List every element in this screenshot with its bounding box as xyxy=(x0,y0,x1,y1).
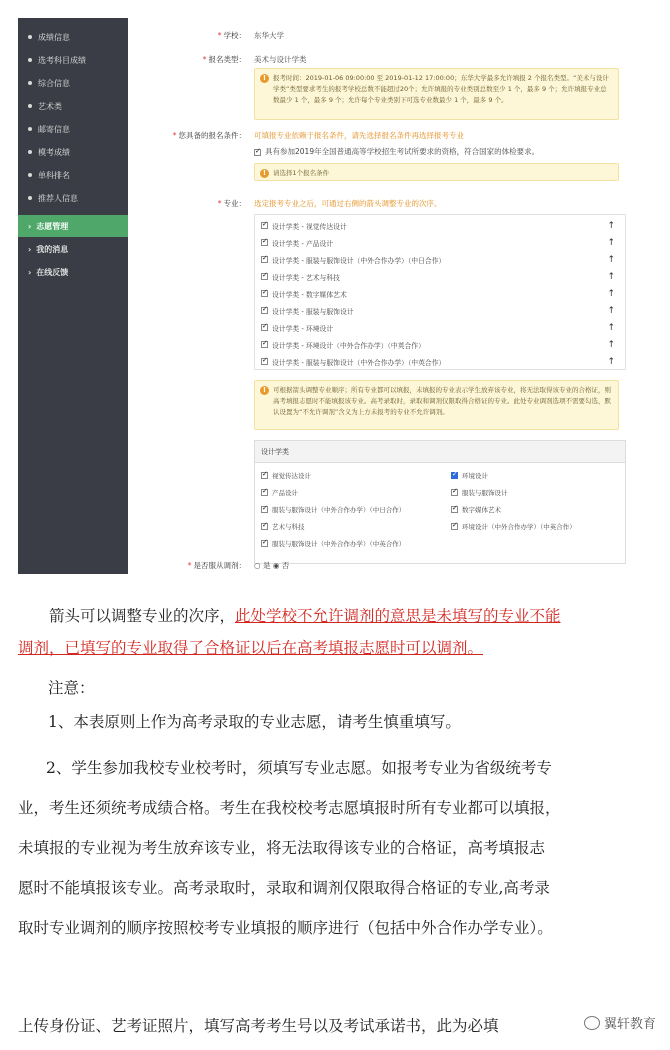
checkbox[interactable] xyxy=(261,540,268,547)
bullet-icon xyxy=(28,58,32,62)
condition-label: * 您具备的报名条件： xyxy=(172,131,246,140)
category-option[interactable]: ✓ 产品设计 xyxy=(261,488,298,497)
school-value: 东华大学 xyxy=(254,31,284,40)
radio-yes-label[interactable]: 是 xyxy=(262,561,271,570)
major-order-list xyxy=(254,214,626,370)
sidebar-item-label: 单科排名 xyxy=(38,170,70,180)
sidebar-item-label: 推荐人信息 xyxy=(38,193,78,203)
chevron-right-icon: › xyxy=(28,221,32,231)
checkbox[interactable] xyxy=(451,472,458,479)
bullet-icon xyxy=(28,127,32,131)
arrow-up-icon[interactable]: ↑ xyxy=(607,271,615,282)
info-icon: ! xyxy=(260,386,269,395)
screenshot-panel xyxy=(18,18,650,574)
radio-no-label[interactable]: 否 xyxy=(281,561,290,570)
note-title: 注意： xyxy=(48,679,95,697)
transfer-label: * 是否服从调剂： xyxy=(187,561,246,570)
checkbox[interactable] xyxy=(254,149,261,156)
sidebar-item-label: 选考科目成绩 xyxy=(38,55,86,65)
category-option[interactable]: ✓ 视觉传达设计 xyxy=(261,471,311,480)
category-title: 设计学类 xyxy=(255,441,625,463)
adjust-notice: ! 可根据箭头调整专业顺序；所有专业都可以填报，未填报的专业表示学生放弃该专业，将无法取得该专业的合格证，则高考填报志愿时不能填报该专业。高考录取时，录取和调剂仅限取得合格证的专业。此处专业调剂选项不需要勾选，默认设置为“不允许调剂”含义为上方未报考的专业不允许调剂。 xyxy=(254,380,619,430)
sidebar-group-application[interactable] xyxy=(18,215,128,237)
radio-yes-icon[interactable]: ○ xyxy=(254,561,261,570)
sidebar-item-mock-scores[interactable] xyxy=(18,141,128,163)
info-icon: ! xyxy=(260,74,269,83)
condition-hint: 可填报专业依赖于报名条件，请先选择报名条件再选择报考专业 xyxy=(254,131,464,140)
checkbox[interactable] xyxy=(261,307,268,314)
sidebar-item-elective-scores[interactable] xyxy=(18,49,128,71)
transfer-row xyxy=(136,558,650,572)
checkbox[interactable] xyxy=(261,239,268,246)
category-option[interactable]: ✓ 服装与服饰设计 xyxy=(451,488,508,497)
category-option[interactable]: ✓ 服装与服饰设计（中外合作办学）（中英合作） xyxy=(261,539,405,548)
bullet-icon xyxy=(28,150,32,154)
category-panel xyxy=(254,440,626,564)
major-row[interactable]: ✓ 设计学类 - 环境设计 ↑ xyxy=(261,319,619,336)
sidebar-item-arts[interactable] xyxy=(18,95,128,117)
type-value: 美术与设计学类 xyxy=(254,55,307,64)
checkbox[interactable] xyxy=(451,523,458,530)
sidebar-item-subject-rank[interactable] xyxy=(18,164,128,186)
watermark: 翼轩教育 xyxy=(584,1013,656,1032)
sidebar-item-general-info[interactable] xyxy=(18,72,128,94)
arrow-up-icon[interactable]: ↑ xyxy=(607,220,615,231)
category-option[interactable]: ✓ 艺术与科技 xyxy=(261,522,305,531)
paragraph-arrow-note-cont xyxy=(18,632,650,664)
major-row[interactable]: ✓ 设计学类 - 服装与服饰设计（中外合作办学）（中日合作） ↑ xyxy=(261,251,619,268)
checkbox[interactable] xyxy=(451,506,458,513)
condition-option[interactable]: ✓具有参加2019年全国普通高等学校招生考试所要求的资格，符合国家的体检要求。 xyxy=(254,146,539,157)
application-form xyxy=(136,18,650,574)
major-row[interactable]: ✓ 设计学类 - 产品设计 ↑ xyxy=(261,234,619,251)
note-item-2-line: 取时专业调剂的顺序按照校考专业填报的顺序进行（包括中外合作办学专业）。 xyxy=(18,919,553,937)
sidebar xyxy=(18,18,128,574)
category-option[interactable]: ✓ 服装与服饰设计（中外合作办学）（中日合作） xyxy=(261,505,405,514)
major-row[interactable]: ✓ 设计学类 - 视觉传达设计 ↑ xyxy=(261,217,619,234)
checkbox[interactable] xyxy=(261,341,268,348)
major-hint: 选定报考专业之后，可通过右侧的箭头调整专业的次序。 xyxy=(254,199,442,208)
category-option[interactable]: ✓ 数字媒体艺术 xyxy=(451,505,501,514)
sidebar-item-label: 模考成绩 xyxy=(38,147,70,157)
wechat-icon xyxy=(584,1016,600,1030)
major-row[interactable]: ✓ 设计学类 - 服装与服饰设计（中外合作办学）（中英合作） ↑ xyxy=(261,353,619,370)
sidebar-item-label: 综合信息 xyxy=(38,78,70,88)
major-row[interactable]: ✓ 设计学类 - 数字媒体艺术 ↑ xyxy=(261,285,619,302)
checkbox[interactable] xyxy=(261,256,268,263)
arrow-up-icon[interactable]: ↑ xyxy=(607,254,615,265)
sidebar-item-label: 邮寄信息 xyxy=(38,124,70,134)
chevron-right-icon: › xyxy=(28,267,32,277)
sidebar-item-referrer-info[interactable] xyxy=(18,187,128,209)
checkbox[interactable] xyxy=(261,273,268,280)
checkbox[interactable] xyxy=(261,489,268,496)
checkbox[interactable] xyxy=(261,290,268,297)
sidebar-group-label: 在线反馈 xyxy=(36,267,69,277)
checkbox[interactable] xyxy=(261,324,268,331)
paragraph-arrow-note: 箭头可以调整专业的次序，此处学校不允许调剂的意思是未填写的专业不能 xyxy=(49,607,561,625)
sidebar-group-feedback[interactable] xyxy=(18,261,128,283)
major-row[interactable]: ✓ 设计学类 - 艺术与科技 ↑ xyxy=(261,268,619,285)
note-item-2-line: 愿时不能填报该专业。高考录取时，录取和调剂仅限取得合格证的专业,高考录 xyxy=(18,879,550,897)
checkbox[interactable] xyxy=(261,358,268,365)
sidebar-item-label: 艺术类 xyxy=(38,101,62,111)
bullet-icon xyxy=(28,173,32,177)
checkbox[interactable] xyxy=(261,472,268,479)
arrow-up-icon[interactable]: ↑ xyxy=(607,305,615,316)
arrow-up-icon[interactable]: ↑ xyxy=(607,356,615,367)
sidebar-item-mailing-info[interactable] xyxy=(18,118,128,140)
sidebar-group-messages[interactable] xyxy=(18,238,128,260)
type-label: * 报名类型： xyxy=(202,55,246,64)
radio-no-icon[interactable]: ◉ xyxy=(272,561,280,570)
sidebar-group-label: 志愿管理 xyxy=(36,221,69,231)
category-option[interactable]: ✓ 环境设计（中外合作办学）（中英合作） xyxy=(451,522,576,531)
checkbox[interactable] xyxy=(261,523,268,530)
checkbox[interactable] xyxy=(451,489,458,496)
info-icon: ! xyxy=(260,169,269,178)
checkbox[interactable] xyxy=(261,222,268,229)
bullet-icon xyxy=(28,35,32,39)
arrow-up-icon[interactable]: ↑ xyxy=(607,237,615,248)
sidebar-item-score-info[interactable] xyxy=(18,26,128,48)
condition-notice: ! 请选择1个报名条件 xyxy=(254,163,619,181)
checkbox[interactable] xyxy=(261,506,268,513)
bullet-icon xyxy=(28,104,32,108)
category-option[interactable]: ✓ 环境设计 xyxy=(451,471,488,480)
major-label: * 专业： xyxy=(217,199,246,208)
note-item-1: 1、本表原则上作为高考录取的专业志愿，请考生慎重填写。 xyxy=(48,713,461,731)
transfer-options xyxy=(254,560,289,571)
red-highlight: 此处学校不允许调剂的意思是未填写的专业不能 xyxy=(235,607,561,625)
schedule-notice: ! 报考时间：2019-01-06 09:00:00 至 2019-01-12 17:00:00；东华大学最多允许填报 2 个报名类型。“美术与设计学类”类型要求考生的报考学校总数不能超过20个；允许填报的专业类别总数至少 1 个，最多 9 个；允许填报专业总数最少 1 个，最多 9 个；允许每个专业类别下可选专业数最少 1 个，最多 9 个。 xyxy=(254,68,619,120)
bullet-icon xyxy=(28,196,32,200)
note-item-2-line: 业，考生还须统考成绩合格。考生在我校校考志愿填报时所有专业都可以填报， xyxy=(18,799,561,817)
red-highlight: 调剂，已填写的专业取得了合格证以后在高考填报志愿时可以调剂。 xyxy=(18,639,484,657)
major-row[interactable]: ✓ 设计学类 - 服装与服饰设计 ↑ xyxy=(261,302,619,319)
arrow-up-icon[interactable]: ↑ xyxy=(607,288,615,299)
sidebar-item-label: 成绩信息 xyxy=(38,32,70,42)
note-item-2-line: 未填报的专业视为考生放弃该专业，将无法取得该专业的合格证，高考填报志 xyxy=(18,839,546,857)
bullet-icon xyxy=(28,81,32,85)
arrow-up-icon[interactable]: ↑ xyxy=(607,322,615,333)
upload-note: 上传身份证、艺考证照片，填写高考考生号以及考试承诺书，此为必填 xyxy=(18,1017,499,1035)
chevron-right-icon: › xyxy=(28,244,32,254)
major-row[interactable]: ✓ 设计学类 - 环境设计（中外合作办学）（中英合作） ↑ xyxy=(261,336,619,353)
note-item-2-line: 2、学生参加我校专业校考时，须填写专业志愿。如报考专业为省级统考专 xyxy=(46,759,552,777)
school-label: * 学校： xyxy=(217,31,246,40)
sidebar-group-label: 我的消息 xyxy=(36,244,69,254)
arrow-up-icon[interactable]: ↑ xyxy=(607,339,615,350)
